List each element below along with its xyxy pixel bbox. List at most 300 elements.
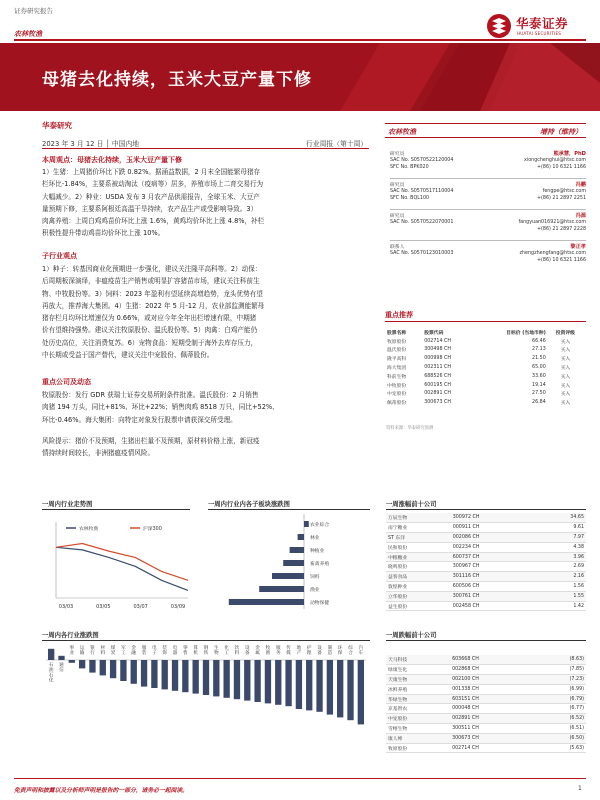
category-label: 护理 [306, 645, 312, 656]
stock-code: 002086 CH [451, 533, 537, 543]
category-label: 通信 [59, 663, 64, 674]
header-rule [14, 39, 586, 41]
key-companies-title: 重点公司及动态 [42, 378, 91, 386]
table-row [386, 684, 586, 694]
analyst-block [390, 150, 586, 173]
summary-line: 大幅减少。2）种业：USDA 发布 3 月农产品供需报告，全球玉米、大豆产 [42, 192, 260, 201]
category-label: 饲料 [310, 575, 320, 580]
bar [296, 660, 302, 709]
subsector-line: 物、中牧股份等。3）饲料：2023 年盈利有望延续高增趋势，龙头优势有望 [42, 289, 263, 298]
stock-name: 雪榕生物 [386, 724, 450, 734]
stock-rating: 买入 [560, 348, 571, 354]
category-label: 电子 [152, 645, 157, 656]
stock-name: 益客食品 [386, 572, 451, 582]
category-label: 银行 [90, 645, 95, 656]
stock-rating: 买入 [560, 383, 571, 389]
bar [223, 660, 229, 698]
chart-title-subsector: 一周内行业内各子板块涨跌图 [208, 501, 290, 508]
stock-name: 万辰生物 [386, 513, 451, 523]
bar [304, 521, 309, 527]
research-org: 华泰研究 [42, 121, 72, 130]
stock-name: 立华股份 [386, 591, 451, 601]
weekly-change: 1.42 [537, 601, 586, 611]
page-number: 1 [578, 785, 582, 792]
picks-source-note: 资料来源：华泰研究预测 [386, 426, 434, 431]
stock-name: 牧原股份 [386, 743, 450, 753]
table-row [386, 354, 584, 363]
bar [203, 660, 209, 695]
stock-name: 京基智农 [386, 704, 450, 714]
category-label: 制造 [327, 645, 333, 656]
stock-code: 000998 CH [424, 356, 451, 362]
table-row [386, 562, 586, 572]
table-row [386, 704, 586, 714]
category-label: 综合 [348, 645, 353, 656]
stock-code: 002234 CH [451, 542, 537, 552]
analyst-block [390, 243, 586, 266]
stock-code: 002714 CH [450, 743, 535, 753]
table-row [386, 655, 586, 665]
column-header: 股票代码 [424, 330, 444, 336]
top-picks-table [386, 328, 584, 407]
category-label: 设备 [317, 645, 322, 656]
category-label: 煤炭 [110, 645, 116, 656]
target-price: 27.50 [532, 391, 546, 397]
weekly-change: 7.97 [537, 533, 586, 543]
analyst-email[interactable]: zhengzhengfang@htsc.com [519, 250, 586, 256]
category-label: 军工 [121, 645, 126, 656]
category-label: 算机 [193, 645, 198, 656]
weekly-change: 9.61 [537, 523, 586, 533]
category-label: 生物 [214, 645, 219, 656]
category-label: 电器 [172, 645, 178, 656]
table-row [386, 337, 584, 346]
analyst-divider [390, 209, 586, 210]
target-price: 66.46 [532, 338, 546, 344]
target-price: 27.13 [532, 347, 546, 353]
bar [89, 660, 95, 673]
stock-name: 华绿生物 [386, 694, 450, 704]
analyst-phone: +(86) 21 2897 2251 [537, 196, 586, 201]
analyst-divider [390, 240, 586, 241]
stock-rating: 买入 [560, 366, 571, 372]
category-label: 钢铁 [203, 645, 209, 656]
stock-rating: 买入 [560, 357, 571, 363]
stock-name: 中宠股份 [386, 714, 450, 724]
huatai-logo-icon [486, 13, 512, 39]
bar [193, 660, 199, 694]
key-companies-line: 环比-0.46%。海大集团：向特定对象发行股票申请获深交所受理。 [42, 415, 237, 424]
stock-code: 002891 CH [424, 391, 451, 397]
table-row [386, 398, 584, 407]
analyst-phone: +(86) 10 6321 1166 [537, 258, 586, 263]
stock-name: 益生股份 [386, 601, 451, 611]
subsector-title: 子行业观点 [42, 252, 77, 260]
weekly-change: 34.65 [537, 513, 586, 523]
column-header: 投资评级 [555, 330, 575, 336]
summary-line: 肉禽养殖：上周白鸡鸡苗价环比上涨 1.6%，黄鸡均价环比上涨 4.8%，补栏 [42, 217, 265, 226]
rating-panel-header [385, 123, 586, 138]
bar [244, 660, 250, 701]
subsector-body [42, 263, 370, 361]
stock-rating: 买入 [560, 339, 571, 345]
stock-code: 300498 CH [424, 347, 451, 353]
risk-body [42, 435, 370, 460]
logo-text: 华泰证券 [516, 16, 569, 31]
stock-name: 绿康生化 [386, 665, 450, 675]
weekly-change: 3.96 [537, 552, 586, 562]
table-row [386, 390, 584, 399]
key-companies-body [42, 389, 370, 426]
analyst-sfc: SFC No. BPK020 [390, 165, 429, 170]
weekly-change: (7.23) [535, 675, 586, 685]
subsector-line: 价有望维持强势。建议关注牧原股份、温氏股份等。5）肉禽：白鸡产能仍 [42, 326, 258, 335]
table-row [386, 743, 586, 753]
stock-code: 603151 CH [450, 694, 535, 704]
analyst-name: 熊承慧，PhD [553, 151, 586, 157]
bar [234, 660, 240, 699]
analyst-sac: SAC No. S0570123010003 [390, 250, 454, 256]
subsector-line: 1）种子：转基因商业化预期进一步强化，建议关注隆平高科等。2）动保： [42, 265, 262, 273]
category-label: 运输 [79, 645, 85, 656]
stock-name: 晓鸣股份 [386, 562, 451, 572]
stock-name: 中牧股份 [387, 383, 407, 389]
table-row [386, 694, 586, 704]
stock-code: 300673 CH [424, 400, 451, 406]
category-label: 化工 [224, 645, 229, 656]
summary-line: 1）生猪：上周猪价环比下跌 0.82%。据涌益数据，2 月末全国能繁母猪存 [42, 168, 261, 176]
weekly-change: (7.85) [535, 665, 586, 675]
bar [259, 586, 304, 592]
footer-rule [14, 778, 586, 779]
banner-decoration [320, 43, 600, 111]
chart-title-index: 一周内行业走势图 [42, 501, 93, 508]
bar [298, 534, 304, 540]
stock-name: 佩蒂股份 [387, 401, 407, 407]
table-row [386, 363, 584, 372]
target-price: 65.00 [532, 365, 546, 371]
bar [100, 660, 106, 675]
category-label: 事业 [69, 645, 75, 656]
table-row [386, 591, 586, 601]
stock-code: 300761 CH [451, 591, 537, 601]
category-label: 林业 [310, 536, 320, 541]
stock-code: 000911 CH [451, 523, 537, 533]
stock-code: 300673 CH [450, 733, 535, 743]
chart-rule [386, 640, 586, 641]
stock-code: 000048 CH [450, 704, 535, 714]
table-row [386, 582, 586, 592]
target-price: 33.60 [532, 373, 546, 379]
weekly-change: 2.69 [537, 562, 586, 572]
sector-tag: 农林牧渔 [14, 30, 42, 38]
stock-name: 牧原股份 [387, 339, 407, 345]
stock-code: 002100 CH [450, 675, 535, 685]
analyst-sac: SAC No. S0570522120004 [390, 157, 454, 163]
bar [347, 660, 353, 720]
category-label: 农业综合 [310, 523, 330, 528]
stock-name: ST 东洋 [386, 533, 451, 543]
stock-rating: 买入 [560, 401, 571, 407]
x-tick-label: 03/03 [58, 604, 74, 610]
legend-label: 农林牧渔 [79, 527, 99, 532]
stock-code: 600737 CH [451, 552, 537, 562]
subsector-line: 后周期板深演绎，非瘟疫苗生产销售或明显扩容猪苗市场，建议关注科前生 [42, 277, 260, 286]
index-line-chart [42, 514, 192, 619]
table-row [386, 346, 584, 355]
weekly-change: 4.38 [537, 542, 586, 552]
weekly-change: 1.55 [537, 591, 586, 601]
analyst-role: 研究员 [390, 152, 405, 157]
table-row [386, 724, 586, 734]
table-row [386, 572, 586, 582]
stock-name: 中宠股份 [387, 392, 407, 398]
bar [162, 660, 168, 689]
stock-name: 温氏股份 [387, 348, 407, 354]
chart-rule [42, 640, 370, 641]
target-price: 19.14 [532, 382, 546, 388]
chart-rule [208, 509, 370, 510]
category-label: 设备 [244, 645, 250, 656]
bar [358, 660, 364, 724]
bar [229, 599, 304, 605]
category-label: 地产 [296, 645, 302, 656]
summary-line: 量预期下修，主要系阿根廷高温干旱持续，农产品生产或受影响导致。3） [42, 204, 258, 213]
disclaimer: 免责声明和披露以及分析师声明是报告的一部分，请务必一起阅读。 [14, 788, 188, 794]
category-label: 动物保健 [310, 601, 330, 606]
stock-code: 300972 CH [451, 513, 537, 523]
stock-name: 冰鲜养殖 [386, 684, 450, 694]
analyst-divider [390, 178, 586, 179]
table-row [386, 665, 586, 675]
table-row [386, 372, 584, 381]
stock-code: 301116 CH [451, 572, 537, 582]
analyst-sfc: SFC No. BQL100 [390, 196, 430, 201]
summary-line: 积极性提升带动鸡苗均价环比上涨 10%。 [42, 229, 165, 238]
industry-bar-chart [42, 644, 370, 772]
subsector-bar-chart [208, 514, 370, 619]
summary-title: 本周观点：母猪去化持续，玉米大豆产量下修 [42, 156, 182, 164]
summary-body [42, 166, 370, 240]
stock-name: 康人绅 [386, 733, 450, 743]
weekly-change: 2.16 [537, 572, 586, 582]
stock-name: 隆平高科 [387, 357, 407, 363]
rating-value: 增持（维持） [540, 128, 582, 136]
bar [306, 660, 312, 710]
subsector-line: 再放大，推荐海大集团。4）生猪：2022 年 5 月-12 月，农业部监测能繁母 [42, 301, 265, 310]
category-label: 汽车 [358, 645, 364, 656]
bar [69, 660, 75, 663]
analyst-name: 冯鹏 [575, 182, 586, 188]
report-type-label: 证券研究报告 [14, 7, 53, 15]
bar [151, 660, 157, 688]
category-label: 畜禽养殖 [310, 562, 330, 567]
table-row [386, 714, 586, 724]
subsector-line: 中长期或受益于国产替代，建议关注中宠股份、佩蒂股份。 [42, 351, 214, 360]
weekly-change: (6.51) [535, 724, 586, 734]
bar [79, 660, 85, 668]
analyst-block [390, 212, 586, 235]
bar [213, 660, 219, 696]
gainers-title: 一周涨幅前十公司 [386, 501, 437, 508]
category-label: 种植业 [310, 549, 325, 554]
bar [58, 656, 64, 660]
weekly-change: (6.79) [535, 694, 586, 704]
weekly-change: (8.63) [535, 655, 586, 665]
stock-code: 002891 CH [450, 714, 535, 724]
chart-title-industry: 一周内各行业涨跌图 [42, 632, 99, 639]
weekly-change: (6.50) [535, 733, 586, 743]
stock-name: 南宁糖业 [386, 523, 451, 533]
logo-subtext: HUATAI SECURITIES [517, 31, 562, 36]
bar [172, 660, 178, 691]
stock-name: 海大集团 [387, 366, 407, 372]
analyst-email[interactable]: fangyuan016921@htsc.com [518, 219, 586, 225]
stock-code: 300511 CH [450, 724, 535, 734]
stock-code: 002714 CH [424, 338, 451, 344]
category-label: 牧渔 [265, 645, 271, 656]
bar [327, 660, 333, 715]
stock-rating: 买入 [560, 392, 571, 398]
analyst-block [390, 181, 586, 204]
losers-title: 一周跌幅前十公司 [386, 632, 437, 639]
x-tick-label: 03/07 [133, 604, 148, 610]
category-label: 服务 [275, 645, 281, 656]
category-label: 金融 [131, 645, 137, 656]
category-label: 环保 [337, 645, 343, 656]
category-label: 装饰 [162, 645, 168, 656]
risk-line: 风险提示：猪价不及预期，生猪出栏量不及预期，原材料价格上涨，新冠疫 [42, 437, 260, 445]
bar [120, 660, 126, 681]
x-tick-label: 03/09 [170, 604, 186, 610]
bar [48, 649, 54, 660]
analyst-sac: SAC No. S0570522070001 [390, 219, 454, 225]
category-label: 服装 [141, 645, 147, 656]
bar [110, 660, 116, 678]
report-series: 行业周报（第十周） [306, 140, 368, 148]
table-row [386, 513, 586, 523]
stock-name: 中粮糖业 [386, 552, 451, 562]
analyst-email[interactable]: xiongchenghui@htsc.com [524, 157, 586, 163]
bar [265, 660, 271, 703]
table-row [386, 381, 584, 390]
target-price: 21.50 [532, 356, 546, 362]
stock-code: 002868 CH [450, 665, 535, 675]
analyst-phone: +(86) 10 6321 1166 [537, 165, 586, 170]
category-label: 传媒 [286, 645, 291, 656]
report-date: 2023 年 3 月 12 日 │ 中国内地 [42, 140, 140, 148]
losers-table [386, 655, 586, 753]
stock-name: 天马科技 [386, 655, 450, 665]
analyst-sac: SAC No. S0570517110004 [390, 188, 454, 194]
weekly-change: (6.99) [535, 684, 586, 694]
category-label: 饮料 [234, 645, 240, 656]
weekly-change: (6.52) [535, 714, 586, 724]
analyst-email[interactable]: fengpe@htsc.com [542, 188, 586, 194]
analyst-name: 黎正孝 [570, 244, 586, 250]
target-price: 26.84 [532, 400, 546, 406]
table-row [386, 675, 586, 685]
bar [283, 560, 304, 566]
category-label: 石油石化 [48, 663, 54, 684]
chart-rule [386, 509, 586, 510]
title-banner [0, 43, 600, 111]
key-companies-line: 牧原股份：发行 GDR 获瑞士证券交易所附条件批准。温氏股份：2 月销售 [42, 391, 259, 399]
stock-name: 民和股份 [386, 542, 451, 552]
stock-name: 天康生物 [386, 675, 450, 685]
bar [254, 660, 260, 702]
stock-code: 688526 CH [424, 373, 451, 379]
bar [275, 660, 281, 705]
analyst-name: 冯源 [575, 213, 586, 219]
chart-rule [42, 509, 190, 510]
bar [272, 573, 304, 579]
legend-label: 沪深300 [143, 527, 162, 532]
gainers-table [386, 513, 586, 611]
table-row [386, 601, 586, 611]
bar [182, 660, 188, 692]
bar [337, 660, 343, 717]
table-row [386, 533, 586, 543]
stock-name: 敦煌种业 [386, 582, 451, 592]
column-header: 股票名称 [387, 330, 407, 336]
table-row [386, 523, 586, 533]
bar [290, 547, 304, 553]
stock-code: 002311 CH [424, 365, 451, 371]
stock-code: 001338 CH [450, 684, 535, 694]
weekly-change: (5.63) [535, 743, 586, 753]
table-row [386, 542, 586, 552]
analyst-role: 研究员 [390, 214, 405, 219]
stock-rating: 买入 [560, 374, 571, 380]
subsector-line: 处历史高位，关注消费复苏。6）宠物食品：短期受制于海外去库存压力， [42, 338, 258, 347]
stock-code: 002458 CH [451, 601, 537, 611]
category-label: 金属 [255, 645, 260, 656]
bar [285, 660, 291, 706]
column-header: 目标价 (当地币种) [506, 330, 546, 336]
bar [141, 660, 147, 687]
analyst-role: 研究员 [390, 183, 405, 188]
company-logo [486, 13, 586, 41]
analyst-phone: +(86) 21 2897 2228 [537, 227, 586, 232]
x-tick-label: 03/05 [96, 604, 111, 610]
stock-name: 科前生物 [387, 374, 407, 380]
analyst-role: 联系人 [390, 245, 405, 250]
category-label: 渔业 [310, 588, 320, 593]
table-header-row [386, 328, 584, 337]
subsector-line: 猪存栏月均环比增速仅为 0.66%，或对应今年全年出栏增速有限，中期猪 [42, 314, 257, 323]
rating-sector: 农林牧渔 [388, 128, 416, 136]
stock-code: 600506 CH [451, 582, 537, 592]
summary-line: 栏环比-1.84%，主要系被动淘汰（疫病等）居多，养殖市场上二育交易行为 [42, 180, 264, 189]
stock-code: 600195 CH [424, 382, 451, 388]
weekly-change: (6.77) [535, 704, 586, 714]
category-label: 零售 [183, 645, 188, 656]
meta-rule [42, 148, 369, 149]
stock-code: 603668 CH [450, 655, 535, 665]
top-picks-title: 重点推荐 [385, 310, 586, 322]
risk-line: 情持续时间较长，非洲猪瘟疫情风险。 [42, 449, 155, 458]
key-companies-line: 肉猪 194 万头，同比+81%、环比+22%；销售肉鸡 8518 万只，同比+52%、 [42, 403, 279, 412]
bar [131, 660, 137, 684]
table-row [386, 552, 586, 562]
report-title: 母猪去化持续，玉米大豆产量下修 [42, 70, 312, 90]
table-row [386, 733, 586, 743]
stock-code: 300967 CH [451, 562, 537, 572]
bar [316, 660, 322, 712]
weekly-change: 1.56 [537, 582, 586, 592]
category-label: 材料 [100, 645, 106, 656]
